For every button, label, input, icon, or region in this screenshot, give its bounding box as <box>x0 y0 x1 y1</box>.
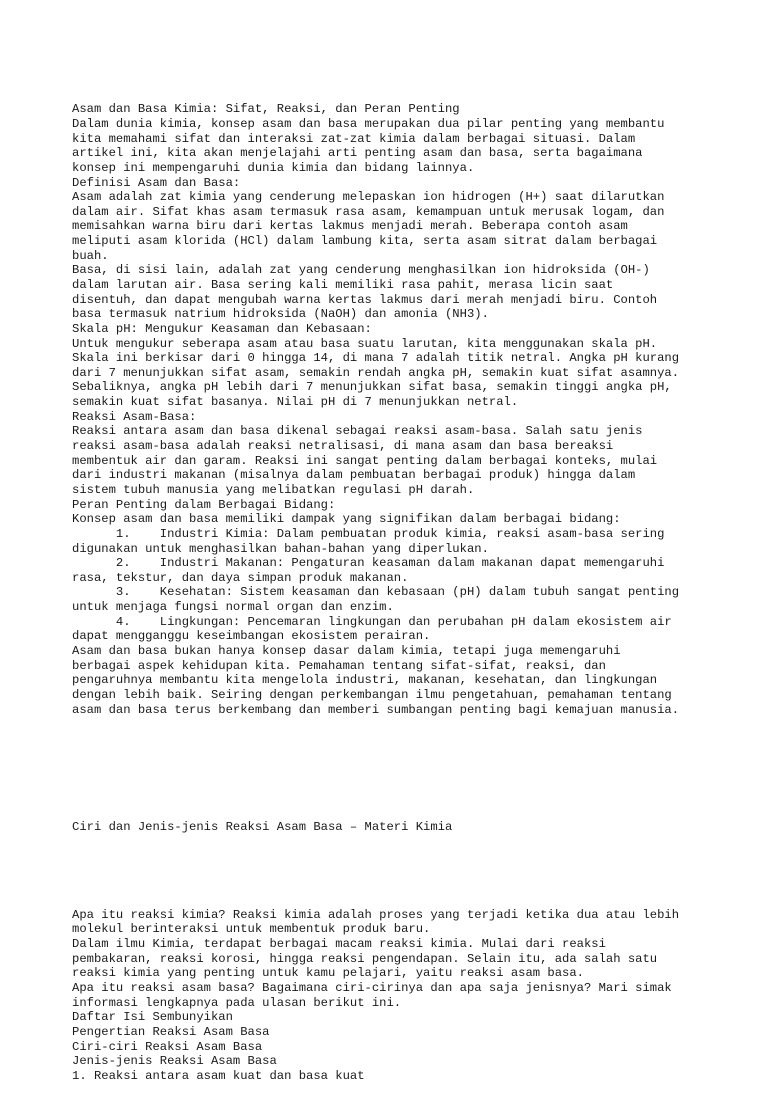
text-line: dari industri makanan (misalnya dalam pembuatan berbagai produk) hingga dalam <box>72 468 636 483</box>
text-line: disentuh, dan dapat mengubah warna kertas lakmus dari merah menjadi biru. Contoh <box>72 292 658 307</box>
text-line: Skala pH: Mengukur Keasaman dan Kebasaan: <box>72 321 372 336</box>
text-line: Jenis-jenis Reaksi Asam Basa <box>72 1054 277 1069</box>
text-line: 1. Industri Kimia: Dalam pembuatan produk kimia, reaksi asam-basa sering <box>72 526 665 541</box>
article-1 <box>72 102 732 717</box>
text-line: Definisi Asam dan Basa: <box>72 175 241 190</box>
text-line: basa termasuk natrium hidroksida (NaOH) dan amonia (NH3). <box>72 307 489 322</box>
text-line: Reaksi antara asam dan basa dikenal sebagai reaksi asam-basa. Salah satu jenis <box>72 424 643 439</box>
section-gap <box>72 747 732 791</box>
text-line: berbagai aspek kehidupan kita. Pemahaman tentang sifat-sifat, reaksi, dan <box>72 658 606 673</box>
text-line: asam dan basa terus berkembang dan memberi sumbangan penting bagi kemajuan manusia. <box>72 702 680 717</box>
text-line: Konsep asam dan basa memiliki dampak yang signifikan dalam berbagai bidang: <box>72 512 621 527</box>
text-line: Basa, di sisi lain, adalah zat yang cenderung menghasilkan ion hidroksida (OH-) <box>72 263 650 278</box>
text-line: reaksi asam-basa adalah reaksi netralisasi, di mana asam dan basa bereaksi <box>72 439 614 454</box>
text-line: Ciri-ciri Reaksi Asam Basa <box>72 1039 263 1054</box>
text-line: memisahkan warna biru dari kertas lakmus menjadi merah. Beberapa contoh asam <box>72 219 628 234</box>
text-line: Apa itu reaksi asam basa? Bagaimana ciri-cirinya dan apa saja jenisnya? Mari simak <box>72 980 672 995</box>
text-line: rasa, tekstur, dan daya simpan produk makanan. <box>72 570 409 585</box>
text-line: Skala ini berkisar dari 0 hingga 14, di mana 7 adalah titik netral. Angka pH kurang <box>72 351 680 366</box>
text-line: Pengertian Reaksi Asam Basa <box>72 1024 270 1039</box>
title-gap <box>72 864 732 879</box>
text-line: dapat mengganggu keseimbangan ekosistem perairan. <box>72 629 431 644</box>
text-line: Daftar Isi Sembunyikan <box>72 1010 233 1025</box>
text-line: 2. Industri Makanan: Pengaturan keasaman dalam makanan dapat memengaruhi <box>72 556 665 571</box>
text-line: Apa itu reaksi kimia? Reaksi kimia adalah proses yang terjadi ketika dua atau lebih <box>72 907 680 922</box>
text-line: Reaksi Asam-Basa: <box>72 409 197 424</box>
text-line: 1. Reaksi antara asam kuat dan basa kuat <box>72 1068 365 1083</box>
text-line: Dalam dunia kimia, konsep asam dan basa merupakan dua pilar penting yang membantu <box>72 116 665 131</box>
text-line: 3. Kesehatan: Sistem keasaman dan kebasaan (pH) dalam tubuh sangat penting <box>72 585 680 600</box>
text-line: semakin kuat sifat basanya. Nilai pH di 7 menunjukkan netral. <box>72 395 519 410</box>
text-line: 4. Lingkungan: Pencemaran lingkungan dan perubahan pH dalam ekosistem air <box>72 614 672 629</box>
text-line: meliputi asam klorida (HCl) dalam lambung kita, serta asam sitrat dalam berbagai <box>72 234 658 249</box>
text-line: Sebaliknya, angka pH lebih dari 7 menunjukkan sifat basa, semakin tinggi angka pH, <box>72 380 672 395</box>
text-line: molekul berinteraksi untuk membentuk produk baru. <box>72 922 431 937</box>
text-line: informasi lengkapnya pada ulasan berikut ini. <box>72 995 402 1010</box>
text-line: Asam adalah zat kimia yang cenderung melepaskan ion hidrogen (H+) saat dilarutkan <box>72 190 665 205</box>
text-line: Dalam ilmu Kimia, terdapat berbagai macam reaksi kimia. Mulai dari reaksi <box>72 937 606 952</box>
text-line: dalam larutan air. Basa sering kali memiliki rasa pahit, merasa licin saat <box>72 278 614 292</box>
text-line: pengaruhnya membantu kita mengelola industri, makanan, kesehatan, dan lingkungan <box>72 673 658 688</box>
text-line: sistem tubuh manusia yang melibatkan regulasi pH darah. <box>72 482 475 497</box>
text-line: dari 7 menunjukkan sifat asam, semakin rendah angka pH, semakin kuat sifat asamnya. <box>72 365 680 380</box>
text-line: Peran Penting dalam Berbagai Bidang: <box>72 497 336 512</box>
text-line: untuk menjaga fungsi normal organ dan enzim. <box>72 600 394 615</box>
text-line: reaksi kimia yang penting untuk kamu pelajari, yaitu reaksi asam basa. <box>72 966 584 981</box>
text-line: dalam air. Sifat khas asam termasuk rasa asam, kemampuan untuk merusak logam, dan <box>72 204 665 219</box>
text-line: membentuk air dan garam. Reaksi ini sangat penting dalam berbagai konteks, mulai <box>72 453 658 468</box>
article-2-title: Ciri dan Jenis-jenis Reaksi Asam Basa – Materi Kimia <box>72 819 453 834</box>
text-line: digunakan untuk menghasilkan bahan-bahan yang diperlukan. <box>72 541 489 556</box>
document-page <box>72 73 732 1098</box>
text-line: buah. <box>72 248 109 263</box>
text-line: Asam dan Basa Kimia: Sifat, Reaksi, dan Peran Penting <box>72 102 460 117</box>
text-line: Asam dan basa bukan hanya konsep dasar dalam kimia, tetapi juga memengaruhi <box>72 644 621 659</box>
text-line: pembakaran, reaksi korosi, hingga reaksi pengendapan. Selain itu, ada salah satu <box>72 951 658 966</box>
text-line: kita memahami sifat dan interaksi zat-zat kimia dalam berbagai situasi. Dalam <box>72 131 636 146</box>
text-line: Untuk mengukur seberapa asam atau basa suatu larutan, kita menggunakan skala pH. <box>72 336 658 351</box>
text-line: dengan lebih baik. Seiring dengan perkembangan ilmu pengetahuan, pemahaman tentang <box>72 687 672 702</box>
text-line: konsep ini mempengaruhi dunia kimia dan bidang lainnya. <box>72 160 475 175</box>
text-line: artikel ini, kita akan menjelajahi arti penting asam dan basa, serta bagaimana <box>72 146 643 161</box>
article-2 <box>72 908 732 1084</box>
